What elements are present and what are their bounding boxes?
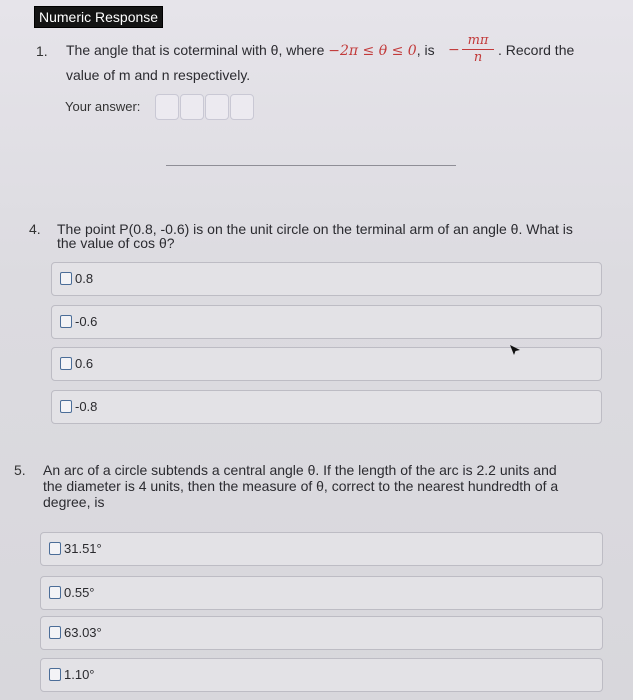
q5-option-1[interactable] [40, 532, 603, 566]
answer-label: Your answer: [65, 99, 141, 114]
question-5-text-line1: An arc of a circle subtends a central angle θ. If the length of the arc is 2.2 units and [43, 462, 557, 478]
fraction [460, 34, 496, 65]
q4-option-2-label: -0.6 [75, 314, 98, 329]
q5-option-3-label: 63.03° [64, 625, 102, 640]
question-1-text-is: , is [416, 42, 435, 58]
question-1-text-line1 [66, 42, 435, 60]
mouse-cursor-icon [508, 343, 522, 362]
question-4-text-line2: the value of cos θ? [57, 235, 175, 251]
q4-option-1[interactable] [51, 262, 602, 296]
question-1-text-after: . Record the [498, 42, 575, 58]
checkbox[interactable] [60, 315, 72, 328]
fraction-denominator: n [473, 50, 483, 65]
q4-option-4[interactable] [51, 390, 602, 424]
question-5-number: 5. [14, 462, 26, 478]
answer-box-2[interactable] [180, 94, 204, 120]
checkbox[interactable] [49, 586, 61, 599]
fraction-numerator: mπ [467, 33, 489, 48]
checkbox[interactable] [49, 542, 61, 555]
q5-option-3[interactable] [40, 616, 603, 650]
question-1-condition: −2π ≤ θ ≤ 0 [328, 43, 417, 59]
checkbox[interactable] [60, 400, 72, 413]
q5-option-2-label: 0.55° [64, 585, 95, 600]
q4-option-1-label: 0.8 [75, 271, 94, 286]
section-title: Numeric Response [34, 6, 163, 28]
q5-option-4-label: 1.10° [64, 667, 95, 682]
question-1-number: 1. [36, 43, 48, 59]
fraction-minus-sign: − [448, 42, 460, 58]
answer-box-3[interactable] [205, 94, 229, 120]
q5-option-4[interactable] [40, 658, 603, 692]
q5-option-1-label: 31.51° [64, 541, 102, 556]
question-4-number: 4. [29, 221, 41, 237]
q5-option-2[interactable] [40, 576, 603, 610]
answer-box-1[interactable] [155, 94, 179, 120]
q4-option-2[interactable] [51, 305, 602, 339]
question-4-text-line1: The point P(0.8, -0.6) is on the unit circle on the terminal arm of an angle θ. What is [57, 221, 573, 237]
checkbox[interactable] [60, 272, 72, 285]
q4-option-4-label: -0.8 [75, 399, 98, 414]
question-1-text-line2: value of m and n respectively. [66, 67, 251, 83]
question-5-text-line2: the diameter is 4 units, then the measure of θ, correct to the nearest hundredth of a [43, 478, 559, 494]
answer-box-4[interactable] [230, 94, 254, 120]
checkbox[interactable] [49, 626, 61, 639]
checkbox[interactable] [49, 668, 61, 681]
q4-option-3-label: 0.6 [75, 356, 94, 371]
divider [166, 165, 456, 166]
question-5-text-line3: degree, is [43, 494, 105, 510]
checkbox[interactable] [60, 357, 72, 370]
answer-boxes [155, 94, 255, 125]
question-1-text-before: The angle that is coterminal with θ, where [66, 42, 325, 58]
